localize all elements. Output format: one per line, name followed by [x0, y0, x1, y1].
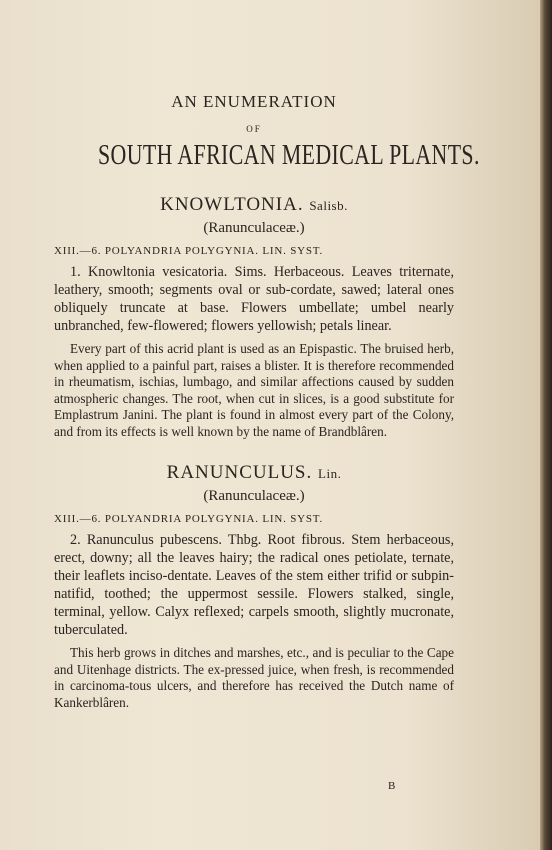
species-entry: 1. Knowltonia vesicatoria. Sims. Herbaceous. Leaves triternate, leathery, smooth; segments oval or sub-cordate, sawed; lateral ones obliquely truncate at base. Flowers umbellate; umbel nearly unbranched, few-flowered; flowers yellowish; petals linear. [54, 264, 454, 334]
genus-name: RANUNCULUS. [166, 462, 313, 483]
species-description: Every part of this acrid plant is used as an Epispastic. The bruised herb, when applied to a painful part, raises a blister. It is therefore recommended in rheumatism, ischias, lumbago, and similar affections caused by sudden atmospheric changes. The root, when cut in slices, is a good substitute for Emplastrum Janini. The plant is found in almost every part of the Colony, and from its effects is well known by the name of Brandblâren. [54, 341, 454, 439]
system-line: XIII.—6. POLYANDRIA POLYGYNIA. LIN. SYST. [54, 513, 324, 525]
family-name: (Ranunculaceæ.) [203, 488, 305, 504]
species-description: This herb grows in ditches and marshes, etc., and is peculiar to the Cape and Uitenhage districts. The ex-pressed juice, when fresh, is recommended in carcinoma-tous ulcers, and therefore has received the Dutch name of Kankerblâren. [54, 645, 454, 710]
genus-author: Lin. [318, 466, 342, 481]
title-of: OF [246, 124, 262, 134]
page-edge [540, 0, 552, 850]
title-line-1: AN ENUMERATION [171, 92, 337, 111]
genus-author: Salisb. [309, 198, 348, 213]
species-entry: 2. Ranunculus pubescens. Thbg. Root fibrous. Stem herbaceous, erect, downy; all the leaves hairy; the radical ones petiolate, ternate, their leaflets inciso-dentate. Leaves of the stem either trifid or subpin-natifid, toothed; the uppermost sessile. Flowers stalked, single, terminal, yellow. Calyx reflexed; carpels smooth, slightly mucronate, tuberculated. [54, 532, 454, 638]
genus-heading [54, 462, 454, 484]
system-line: XIII.—6. POLYANDRIA POLYGYNIA. LIN. SYST. [54, 245, 324, 257]
title-line-2: SOUTH AFRICAN MEDICAL PLANTS. [98, 140, 480, 171]
page-content [54, 92, 480, 711]
family-name: (Ranunculaceæ.) [203, 220, 305, 236]
signature-mark: B [388, 780, 397, 792]
genus-heading [54, 194, 454, 216]
genus-name: KNOWLTONIA. [160, 194, 304, 215]
